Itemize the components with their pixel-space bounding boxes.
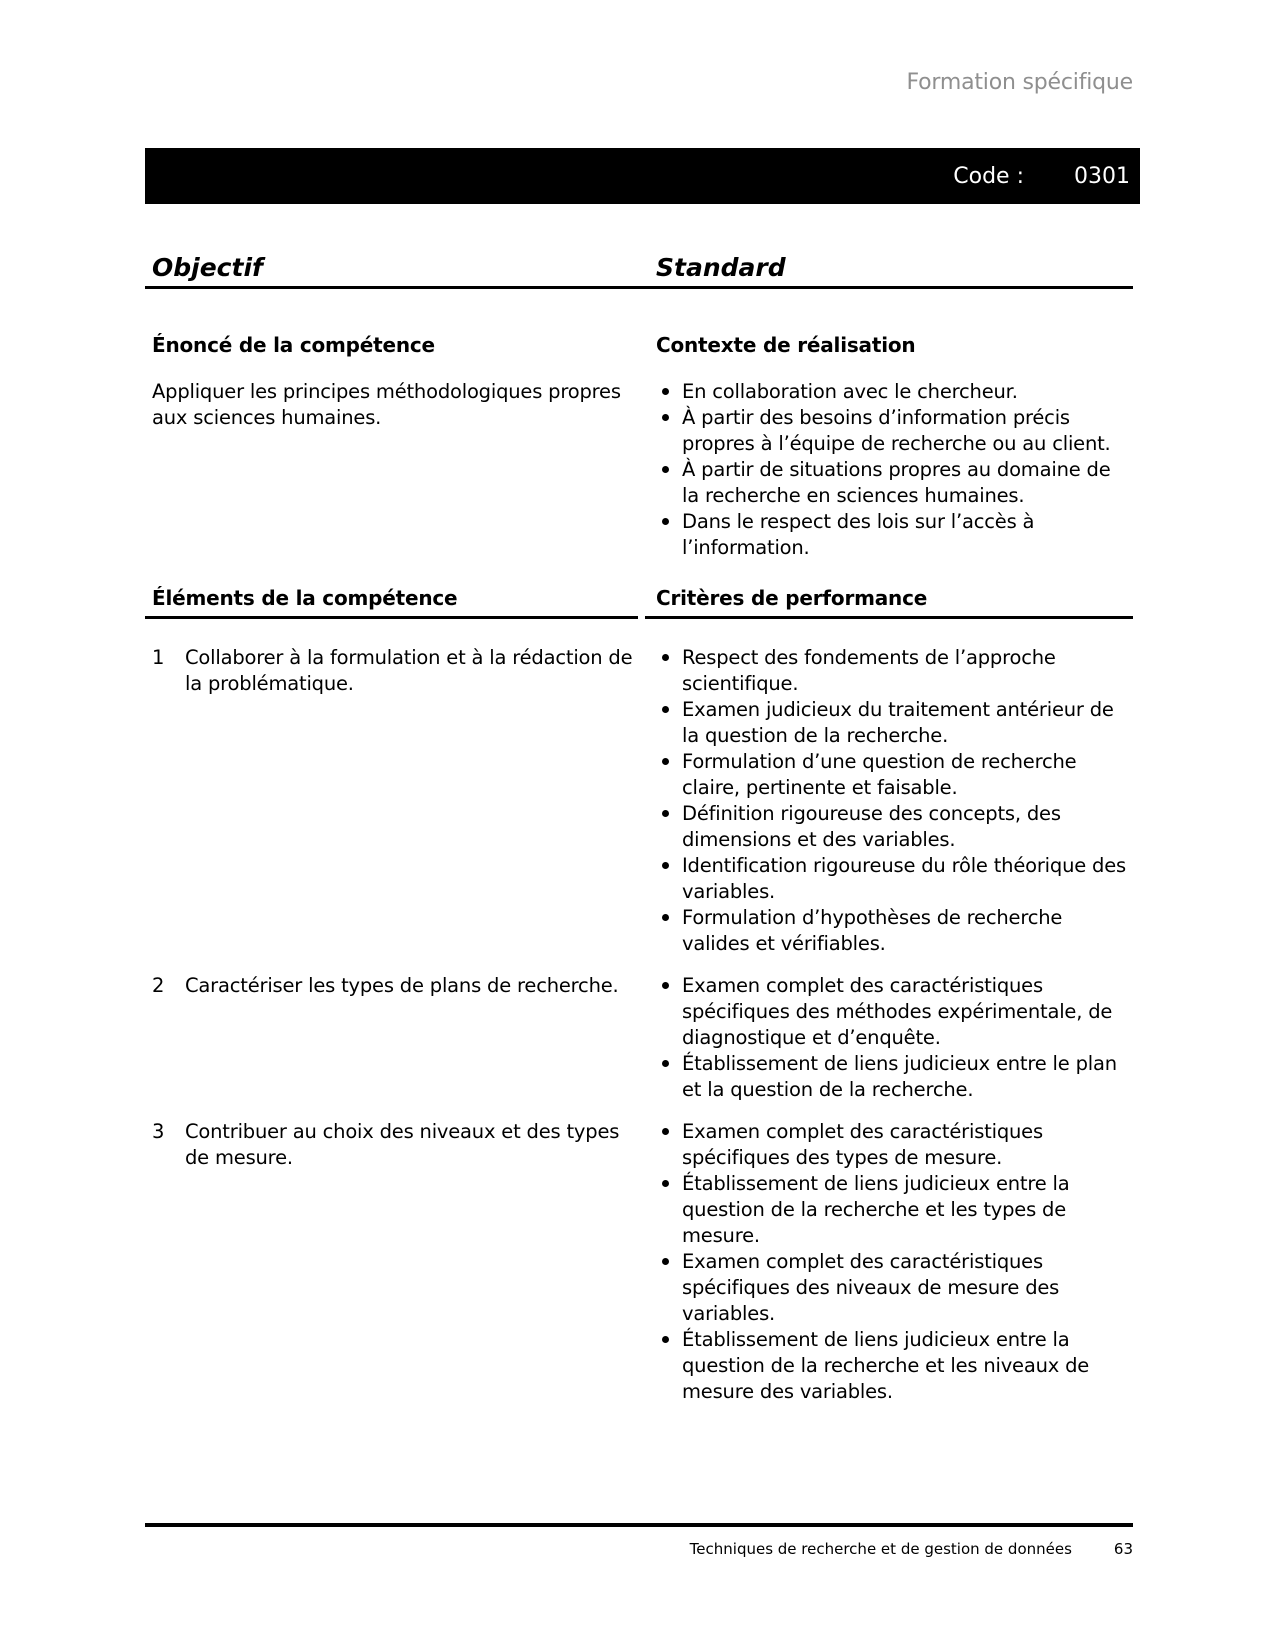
page-number: 63 — [1113, 1540, 1133, 1558]
footer-text: Techniques de recherche et de gestion de données — [689, 1540, 1072, 1558]
criteres-title: Critères de performance — [656, 586, 928, 610]
contexte-cell — [645, 332, 1133, 561]
competence-section — [145, 332, 1133, 561]
elements-headers — [145, 585, 1133, 619]
element-number: 2 — [152, 974, 165, 997]
criteria-cell-2 — [645, 973, 1133, 1103]
standard-header: Standard — [656, 253, 786, 282]
element-number: 1 — [152, 646, 165, 669]
list-item: Examen judicieux du traitement antérieur de la question de la recherche. — [656, 697, 1133, 749]
contexte-list — [656, 379, 1133, 561]
criteres-title-cell — [645, 585, 1133, 619]
element-text: Collaborer à la formulation et à la rédaction de la problématique. — [185, 646, 633, 695]
criteria-cell-3 — [645, 1119, 1133, 1405]
page-content — [0, 204, 1275, 1405]
list-item: Dans le respect des lois sur l’accès à l’information. — [656, 509, 1133, 561]
elements-title-cell — [145, 585, 638, 619]
list-item: Examen complet des caractéristiques spécifiques des types de mesure. — [656, 1119, 1133, 1171]
element-row-1 — [145, 645, 638, 957]
code-label: Code : — [953, 163, 1024, 189]
list-item: Identification rigoureuse du rôle théorique des variables. — [656, 853, 1133, 905]
element-text: Caractériser les types de plans de recherche. — [185, 974, 619, 997]
list-item: Formulation d’hypothèses de recherche valides et vérifiables. — [656, 905, 1133, 957]
list-item: À partir de situations propres au domaine de la recherche en sciences humaines. — [656, 457, 1133, 509]
criteria-list — [656, 645, 1133, 957]
element-number: 3 — [152, 1120, 165, 1143]
elements-title: Éléments de la compétence — [152, 586, 458, 610]
contexte-title: Contexte de réalisation — [656, 333, 916, 357]
element-row-3 — [145, 1119, 638, 1405]
criteria-cell-1 — [645, 645, 1133, 957]
enonce-title: Énoncé de la compétence — [152, 333, 435, 357]
list-item: Examen complet des caractéristiques spécifiques des niveaux de mesure des variables. — [656, 1249, 1133, 1327]
objectif-header: Objectif — [152, 253, 263, 282]
code-bar — [145, 148, 1140, 204]
list-item: Respect des fondements de l’approche scientifique. — [656, 645, 1133, 697]
running-head: Formation spécifique — [906, 70, 1133, 95]
list-item: Formulation d’une question de recherche claire, pertinente et faisable. — [656, 749, 1133, 801]
element-row-2 — [145, 973, 638, 1103]
criteria-list — [656, 1119, 1133, 1405]
list-item: Établissement de liens judicieux entre le plan et la question de la recherche. — [656, 1051, 1133, 1103]
list-item: Établissement de liens judicieux entre la question de la recherche et les types de mesure. — [656, 1171, 1133, 1249]
list-item: À partir des besoins d’information précis propres à l’équipe de recherche ou au client. — [656, 405, 1133, 457]
list-item: Définition rigoureuse des concepts, des dimensions et des variables. — [656, 801, 1133, 853]
column-headers — [145, 255, 1133, 289]
page-footer — [145, 1523, 1133, 1558]
list-item: En collaboration avec le chercheur. — [656, 379, 1133, 405]
competence-statement: Appliquer les principes méthodologiques propres aux sciences humaines. — [152, 380, 621, 429]
elements-rows — [145, 645, 1133, 1405]
list-item: Établissement de liens judicieux entre la question de la recherche et les niveaux de mesure des variables. — [656, 1327, 1133, 1405]
enonce-cell — [145, 332, 638, 561]
element-text: Contribuer au choix des niveaux et des types de mesure. — [185, 1120, 620, 1169]
criteria-list — [656, 973, 1133, 1103]
list-item: Examen complet des caractéristiques spécifiques des méthodes expérimentale, de diagnostique et d’enquête. — [656, 973, 1133, 1051]
code-value: 0301 — [1074, 163, 1130, 189]
